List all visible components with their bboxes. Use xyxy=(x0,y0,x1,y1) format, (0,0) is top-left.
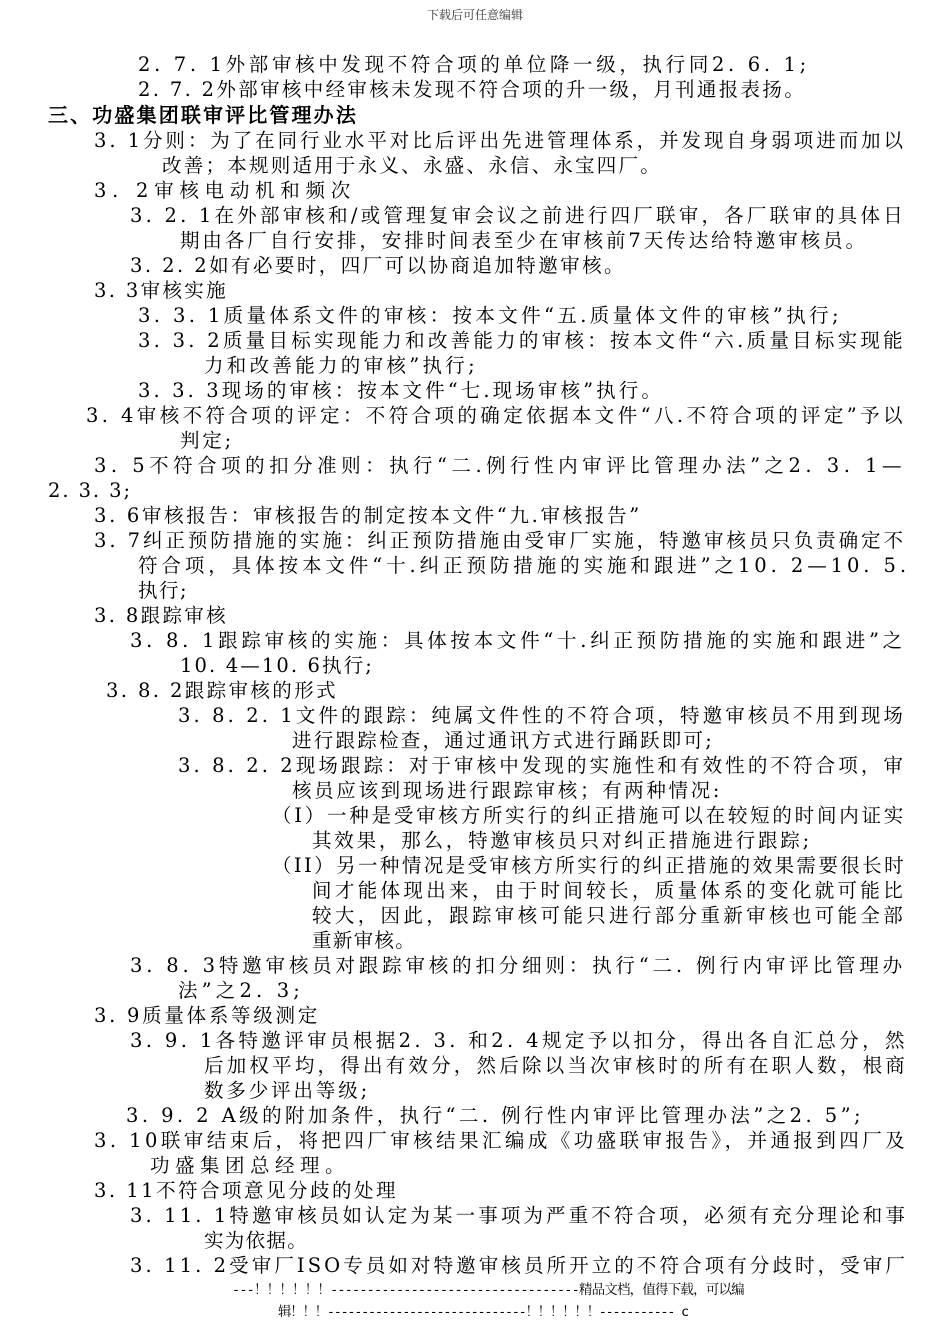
text-line: 3. 3. 3现场的审核：按本文件“七.现场审核”执行。 xyxy=(138,379,664,402)
text-line: 3. 2审核电动机和频次 xyxy=(94,179,356,202)
text-line: 后加权平均，得出有效分，然后除以当次审核时的所有在职人数，根商 xyxy=(204,1054,909,1077)
text-line: 判定; xyxy=(180,429,234,452)
text-line: 3. 11不符合项意见分歧的处理 xyxy=(94,1179,398,1202)
text-line: 3. 8. 2. 1文件的跟踪：纯属文件性的不符合项，特邀审核员不用到现场 xyxy=(178,704,907,727)
text-line: 核员应该到现场进行跟踪审核；有两种情况: xyxy=(292,779,723,802)
text-line: 3. 2. 1在外部审核和/或管理复审会议之前进行四厂联审，各厂联审的具体日 xyxy=(130,204,906,227)
text-line: 3. 5不符合项的扣分准则：执行“二.例行性内审评比管理办法”之2. 3. 1— xyxy=(94,454,906,477)
text-line: 3. 8跟踪审核 xyxy=(94,604,229,627)
text-line: 其效果，那么，特邀审核员只对纠正措施进行跟踪; xyxy=(312,829,812,852)
text-line: 间才能体现出来，由于时间较长，质量体系的变化就可能比 xyxy=(312,879,907,902)
text-line: 改善；本规则适用于永义、永盛、永信、永宝四厂。 xyxy=(162,154,663,177)
text-line: 2. 3. 3; xyxy=(48,479,133,502)
text-line: 实为依据。 xyxy=(204,1229,309,1252)
text-line: 3. 1分则：为了在同行业水平对比后评出先进管理体系，并发现自身弱项进而加以 xyxy=(94,129,906,152)
text-line: 期由各厂自行安排，安排时间表至少在审核前7天传达给特邀审核员。 xyxy=(180,229,868,252)
text-line: 3. 11. 2受审厂ISO专员如对特邀审核员所开立的不符合项有分歧时，受审厂 xyxy=(130,1254,908,1277)
text-line: 2. 7. 2外部审核中经审核未发现不符合项的升一级，月刊通报表扬。 xyxy=(138,78,807,101)
text-line: 3. 9. 2 A级的附加条件，执行“二. 例行性内审评比管理办法”之2. 5”; xyxy=(126,1104,865,1127)
text-line: 较大，因此，跟踪审核可能只进行部分重新审核也可能全部 xyxy=(312,904,907,927)
text-line: 3. 9质量体系等级测定 xyxy=(94,1004,320,1027)
page-header: 下载后可任意编辑 xyxy=(426,8,523,22)
text-line: 3. 2. 2如有必要时，四厂可以协商追加特邀审核。 xyxy=(130,254,626,277)
text-line: 符合项，具体按本文件“十.纠正预防措施的实施和跟进”之10. 2—10. 5. xyxy=(138,554,910,577)
text-line: 3. 9. 1各特邀评审员根据2. 3. 和2. 4规定予以扣分，得出各自汇总分，然 xyxy=(130,1029,908,1052)
text-line: 3. 8. 2. 2现场跟踪：对于审核中发现的实施性和有效性的不符合项，审 xyxy=(178,754,907,777)
text-line: 3. 7纠正预防措施的实施：纠正预防措施由受审厂实施，特邀审核员只负责确定不 xyxy=(94,529,906,552)
text-line: （II）另一种情况是受审核方所实行的纠正措施的效果需要很长时 xyxy=(272,854,907,877)
text-line: 3. 6审核报告：审核报告的制定按本文件“九.审核报告” xyxy=(94,504,642,527)
text-line: 执行; xyxy=(138,579,188,602)
text-line: 10. 4—10. 6执行; xyxy=(180,654,374,677)
text-line: 3. 4审核不符合项的评定：不符合项的确定依据本文件“八.不符合项的评定”予以 xyxy=(86,404,906,427)
text-line: 3. 8. 1跟踪审核的实施：具体按本文件“十.纠正预防措施的实施和跟进”之 xyxy=(130,629,906,652)
text-line: （I）一种是受审核方所实行的纠正措施可以在较短的时间内证实 xyxy=(272,804,907,827)
section-heading: 三、功盛集团联审评比管理办法 xyxy=(48,103,358,127)
text-line: 重新审核。 xyxy=(312,929,417,952)
text-line: 功盛集团总经理。 xyxy=(150,1154,351,1177)
text-line: 3. 3审核实施 xyxy=(94,279,229,302)
text-line: 法”之2. 3; xyxy=(178,979,305,1002)
footer-line: ---！！！！！！----------------------------------精品文档，值得下载，可以编 xyxy=(232,1282,744,1298)
text-line: 3. 3. 1质量体系文件的审核：按本文件“五.质量体文件的审核”执行; xyxy=(138,304,842,327)
text-line: 进行跟踪检查，通过通讯方式进行踊跃即可; xyxy=(292,729,715,752)
text-line: 2. 7. 1外部审核中发现不符合项的单位降一级，执行同2. 6. 1; xyxy=(138,53,810,76)
text-line: 3. 10联审结束后，将把四厂审核结果汇编成《功盛联审报告》，并通报到四厂及 xyxy=(94,1129,909,1152)
footer-line: 辑！！！-----------------------------！！！！！！----------- c xyxy=(278,1304,688,1320)
text-line: 3. 11. 1特邀审核员如认定为某一事项为严重不符合项，必须有充分理论和事 xyxy=(130,1204,908,1227)
text-line: 数多少评出等级; xyxy=(204,1079,371,1102)
text-line: 3. 3. 2质量目标实现能力和改善能力的审核：按本文件“六.质量目标实现能 xyxy=(138,329,906,352)
text-line: 3. 8. 2跟踪审核的形式 xyxy=(106,679,338,702)
text-line: 3. 8. 3特邀审核员对跟踪审核的扣分细则：执行“二. 例行内审评比管理办 xyxy=(130,954,906,977)
text-line: 力和改善能力的审核”执行; xyxy=(204,354,478,377)
